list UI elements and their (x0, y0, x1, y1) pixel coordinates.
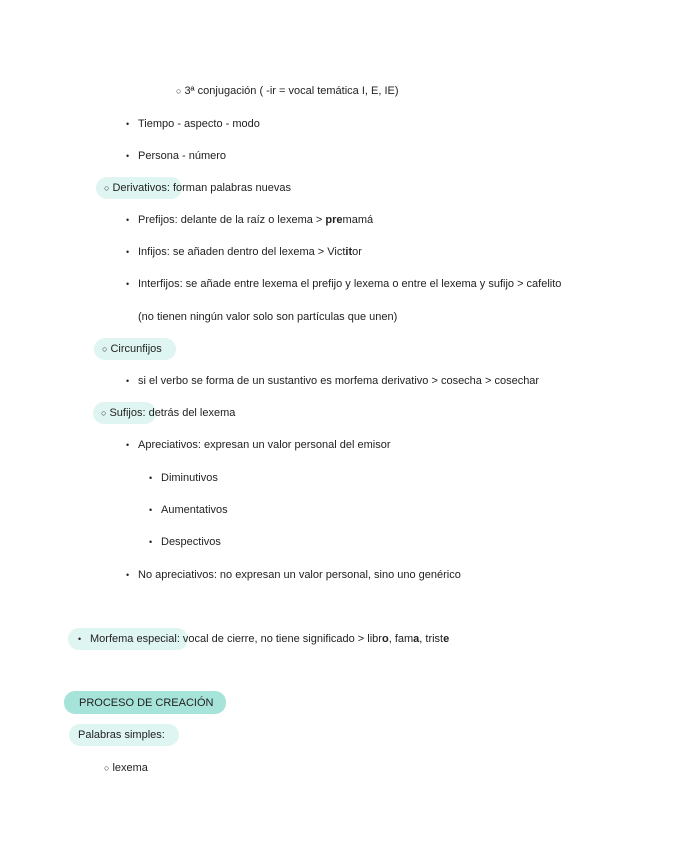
bullet-icon: • (126, 279, 130, 289)
text: Interfijos: se añade entre lexema el prefijo y lexema o entre el lexema y sufijo > cafelito (138, 278, 562, 290)
text: detrás del lexema (145, 407, 236, 419)
circle-bullet-icon: ○ (102, 344, 108, 354)
list-item-persona (126, 149, 226, 163)
list-item-apreciativos (126, 438, 391, 452)
text: , trist (419, 633, 444, 645)
label: Circunfijos (110, 343, 162, 355)
circle-bullet-icon: ○ (176, 86, 182, 96)
bullet-icon: • (126, 440, 130, 450)
list-item-morfema-especial (78, 632, 449, 646)
list-item-circunfijos (102, 342, 162, 356)
text: or (352, 246, 362, 258)
circle-bullet-icon: ○ (104, 183, 110, 193)
bold-text: o (381, 633, 389, 645)
list-item-tiempo (126, 117, 260, 131)
bold-text: a (413, 633, 420, 645)
circle-bullet-icon: ○ (104, 763, 110, 773)
text: mamá (342, 214, 374, 226)
text: forman palabras nuevas (169, 182, 291, 194)
bullet-icon: • (149, 505, 153, 515)
list-item-infijos (126, 245, 362, 259)
label: Derivativos: (112, 182, 170, 194)
circle-bullet-icon: ○ (101, 408, 107, 418)
text: Diminutivos (161, 472, 218, 484)
label: Sufijos: (109, 407, 146, 419)
bullet-icon: • (126, 119, 130, 129)
text: Prefijos: delante de la raíz o lexema > (138, 214, 326, 226)
note-particulas (138, 310, 397, 324)
text: Apreciativos: expresan un valor personal del emisor (138, 439, 391, 451)
list-item-diminutivos (149, 471, 218, 485)
list-item-tercera-conjugacion (176, 84, 399, 98)
subheading-palabras-simples (78, 728, 165, 742)
text: Tiempo - aspecto - modo (138, 118, 260, 130)
bullet-icon: • (126, 570, 130, 580)
list-item-sufijos (101, 406, 235, 420)
bold-text: e (443, 633, 450, 645)
list-item-verbo-sustantivo (126, 374, 539, 388)
bullet-icon: • (126, 215, 130, 225)
text: , fam (388, 633, 414, 645)
bold-text: it (345, 246, 353, 258)
text: si el verbo se forma de un sustantivo es morfema derivativo > cosecha > cosechar (138, 375, 540, 387)
text: vocal de cierre, no tiene significado > libr (179, 633, 382, 645)
text: No apreciativos: no expresan un valor personal, sino uno genérico (138, 569, 461, 581)
text: Aumentativos (161, 504, 228, 516)
list-item-derivativos (104, 181, 291, 195)
bullet-icon: • (126, 151, 130, 161)
text: lexema (112, 762, 148, 774)
heading-text: PROCESO DE CREACIÓN (79, 697, 214, 709)
bullet-icon: • (126, 247, 130, 257)
heading-text: Palabras simples: (78, 729, 165, 741)
text: (no tienen ningún valor solo son partículas que unen) (138, 311, 398, 323)
bold-text: pre (325, 214, 343, 226)
section-heading-proceso (79, 696, 213, 710)
bullet-icon: • (126, 376, 130, 386)
bullet-icon: • (149, 473, 153, 483)
text: Despectivos (161, 536, 221, 548)
list-item-despectivos (149, 535, 221, 549)
label: Morfema especial: (90, 633, 180, 645)
text: Infijos: se añaden dentro del lexema > Vict (138, 246, 346, 258)
list-item-lexema (104, 761, 148, 775)
list-item-prefijos (126, 213, 373, 227)
bullet-icon: • (78, 634, 82, 644)
list-item-aumentativos (149, 503, 228, 517)
bullet-icon: • (149, 537, 153, 547)
list-item-no-apreciativos (126, 568, 461, 582)
text: Persona - número (138, 150, 227, 162)
list-item-interfijos (126, 277, 561, 291)
text: 3ª conjugación ( -ir = vocal temática I, E, IE) (184, 85, 399, 97)
